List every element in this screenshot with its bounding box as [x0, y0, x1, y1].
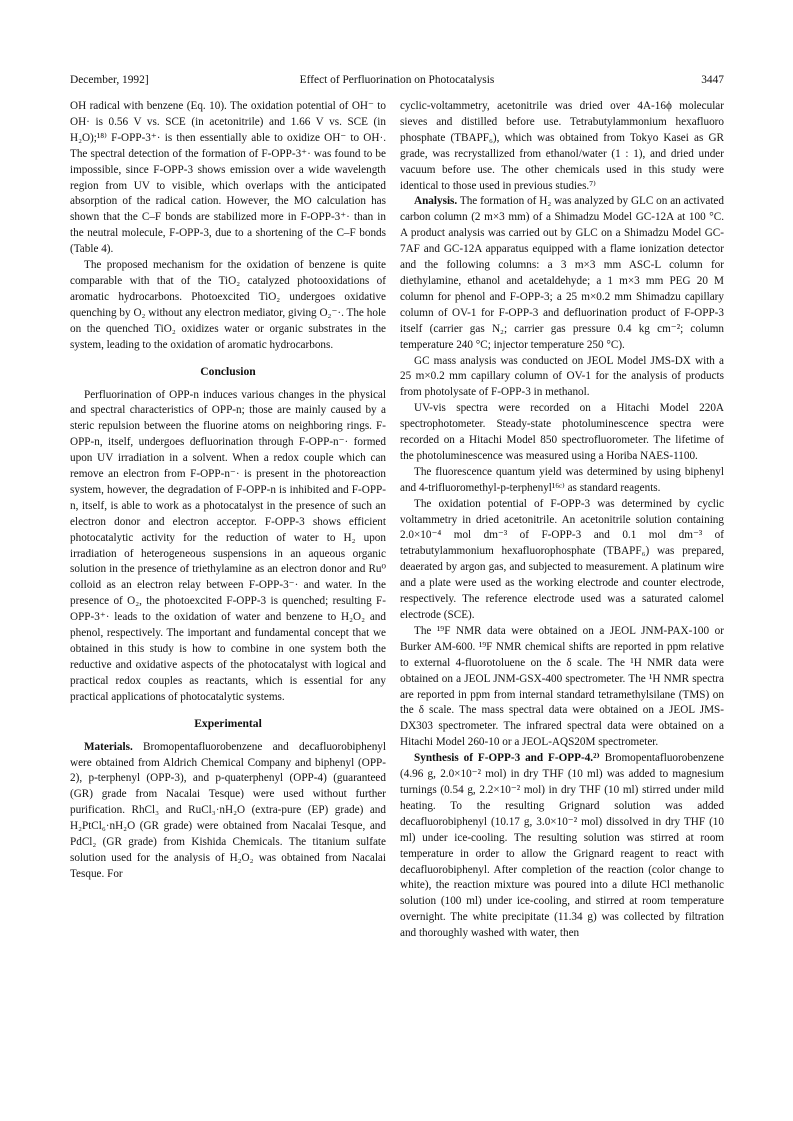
paragraph-quantum-yield: The fluorescence quantum yield was determined by using biphenyl and 4-trifluoromethyl-p-terphenyl¹⁶ᶜ⁾ as standard reagents.	[400, 465, 724, 494]
paragraph-conclusion: Perfluorination of OPP-n induces various changes in the physical and spectral characteristics of OPP-n; those are mainly caused by a steric repulsion between the fluorine atoms on neighboring rings. F-OPP-n, itself, undergoes defluorination through F-OPP-n⁻· formed upon UV irradiation in a solvent. When a redox couple which can remove an electron from F-OPP-n⁻· is present in the photoreaction system, however, the degradation of F-OPP-n is inhibited and F-OPP-n, itself, is able to work as a photocatalyst in the presence of such an electron donor and electron acceptor. F-OPP-3 shows efficient photocatalytic activity for the reduction of water to H₂ upon irradiation of heterogeneous suspensions in an aqueous organic solution in the presence of triethylamine as an electron donor and Ru⁰ colloid as an electron relay between F-OPP-3⁻· and water. In the presence of O₂, the photoexcited F-OPP-3 is quenched; resulting F-OPP-3⁺· leads to the oxidation of water and benzene to H₂O₂ and phenol, respectively. The important and fundamental concept that we obtained in this study is how to combine in one system both the reductive and oxidative aspects of the photocatalyst with logical and practical redox couples as reactants, which is essential for any practical applications of photocatalytic systems.	[70, 388, 386, 703]
header-title: Effect of Perfluorination on Photocatalysis	[299, 74, 495, 86]
right-column	[400, 99, 724, 942]
paragraph-mechanism: The proposed mechanism for the oxidation of benzene is quite comparable with that of the TiO₂ catalyzed photooxidations of aromatic hydrocarbons. Photoexcited TiO₂ undergoes oxidative quenching by O₂ without any electron mediator, giving O₂⁻·. The hole on the quenched TiO₂ oxidizes water or organic substrates in the system, leading to the oxidation of aromatic hydrocarbons.	[70, 259, 386, 351]
paragraph-analysis	[400, 194, 724, 353]
header-date: December, 1992]	[70, 74, 149, 86]
left-column	[70, 99, 386, 883]
paragraph-gc-mass: GC mass analysis was conducted on JEOL Model JMS-DX with a 25 m×0.2 mm capillary column of OV-1 for the analysis of products from photolysate of F-OPP-3 in methanol.	[400, 354, 724, 399]
paragraph-continued: OH radical with benzene (Eq. 10). The oxidation potential of OH⁻ to OH· is 0.56 V vs. SCE (in acetonitrile) and 1.66 V vs. SCE (in H₂O);¹⁸⁾ F-OPP-3⁺· is then essentially able to oxidize OH⁻ to OH·. The spectral detection of the formation of F-OPP-3⁺· was found to be impossible, since F-OPP-3 shows emission over a wide wavelength region from UV to visible, which overlaps with the anticipated absorption of the radical cation. However, the MO calculation has shown that the C–F bonds are stabilized more in F-OPP-3⁺· than in the neutral molecule, F-OPP-3, due to a shortening of the C–F bonds (Table 4).	[70, 100, 386, 256]
section-heading-experimental: Experimental	[194, 716, 262, 730]
section-heading-conclusion: Conclusion	[200, 364, 256, 378]
page-number: 3447	[701, 74, 724, 86]
paragraph-oxidation-potential: The oxidation potential of F-OPP-3 was determined by cyclic voltammetry in dried acetonitrile. An acetonitrile solution containing 2.0×10⁻⁴ mol dm⁻³ of F-OPP-3 and 0.1 mol dm⁻³ of tetrabutylammonium hexafluorophosphate (TBAPF₆) was prepared, deaerated by argon gas, and subjected to measurement. A platinum wire and a plate were used as the working electrode and counter electrode, respectively. The reference electrode used was a saturated calomel electrode (SCE).	[400, 497, 724, 621]
paragraph-nmr: The ¹⁹F NMR data were obtained on a JEOL JNM-PAX-100 or Burker AM-600. ¹⁹F NMR chemical shifts are reported in ppm relative to external 4-fluorotoluene on the δ scale. The ¹H NMR data were obtained on a JEOL JNM-GSX-400 spectrometer. The ¹H NMR spectra are reported in ppm from internal standard tetramethylsilane (TMS) on the δ scale. The mass spectral data were obtained on a JEOL JMS-DX303 spectrometer. The infrared spectral data were obtained on a Hitachi Model 260-10 or a JEOL-AQS20M spectrometer.	[400, 624, 724, 749]
paragraph-synthesis	[400, 751, 724, 942]
paragraph-uv-vis: UV-vis spectra were recorded on a Hitachi Model 220A spectrophotometer. Steady-state photoluminescence spectra were recorded on a Hitachi Model 850 spectrofluorometer. The lifetime of the photoluminescence was measured using a Horiba NAES-1100.	[400, 402, 724, 462]
paragraph-materials	[70, 740, 386, 883]
synthesis-text: Bromopentafluorobenzene (4.96 g, 2.0×10⁻² mol) in dry THF (10 ml) was added to magnesium turnings (0.54 g, 2.2×10⁻² mol) in dry THF (10 ml) stirred under mild heating. To the resulting Grignard solution was added decafluorobiphenyl (10.17 g, 3.0×10⁻² mol) dissolved in dry THF (10 ml) under ice-cooling. The resulting solution was stirred at room temperature in order to allow the Grignard reagent to react with decafluorobiphenyl. After completion of the reaction (color change to white), the reaction mixture was poured into a dilute HCl methanolic solution (100 ml) under ice-cooling, and stirred at room temperature overnight. The white precipitate (11.34 g) was collected by filtration and thoroughly washed with water, then	[400, 752, 724, 940]
running-header	[70, 72, 724, 88]
runin-analysis: Analysis.	[414, 195, 458, 208]
paragraph-continued: cyclic-voltammetry, acetonitrile was dried over 4A-16ϕ molecular sieves and distilled before use. Tetrabutylammonium hexafluoro phosphate (TBAPF₆), which was obtained from Tokyo Kasei as GR grade, was recrystallized from ethanol/water (1 : 1), and dried under vacuum before use. The other chemicals used in this study were identical to those used in previous studies.⁷⁾	[400, 100, 724, 192]
runin-synthesis: Synthesis of F-OPP-3 and F-OPP-4.²⁾	[414, 752, 600, 765]
analysis-text: The formation of H₂ was analyzed by GLC on an activated carbon column (2 m×3 mm) of a Shimadzu Model GC-12A at 100 °C. A product analysis was carried out by GLC on a Shimadzu Model GC-7AF and GC-12A apparatus equipped with a flame ionization detector and the following columns: a 3 m×3 mm ASC-L column for diethylamine, ethanol and acetaldehyde; a 1 m×3 mm PEG 20 M column for phenol and F-OPP-3; a 25 m×0.2 mm Shimadzu capillary column of OV-1 for F-OPP-3 and defluorination product of F-OPP-3 itself (carrier gas N₂; carrier gas pressure 0.4 kg cm⁻²; column temperature 240 °C; injector temperature 250 °C).	[400, 195, 724, 351]
runin-materials: Materials.	[84, 740, 133, 753]
materials-text: Bromopentafluorobenzene and decafluorobiphenyl were obtained from Aldrich Chemical Company and biphenyl (OPP-2), p-terphenyl (OPP-3), and p-quaterphenyl (OPP-4) (guaranteed (GR) grade from Nacalai Tesque) were used without further purification. RhCl₃ and RuCl₃·nH₂O (extra-pure (EP) grade) and H₂PtCl₆·nH₂O (GR grade) were obtained from Nacalai Tesque, and PdCl₂ (GR grade) from Kishida Chemicals. The titanium sulfate solution used for the analysis of H₂O₂ was obtained from Nacalai Tesque. For	[70, 740, 386, 880]
